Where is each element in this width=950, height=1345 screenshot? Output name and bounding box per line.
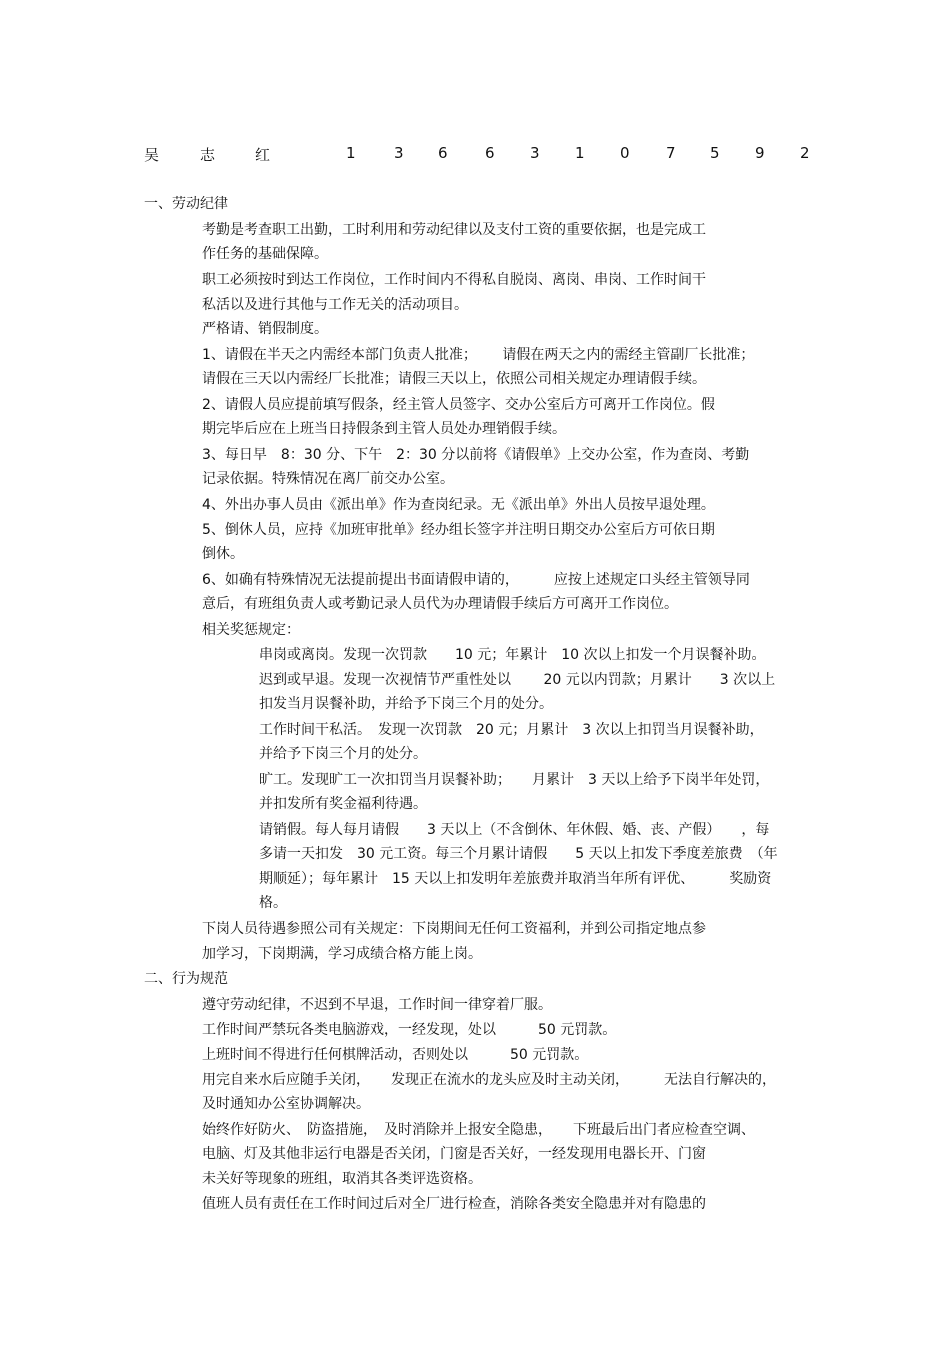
paragraph-line: 电脑、灯及其他非运行电器是否关闭，门窗是否关好，一经发现用电器长开、门窗 bbox=[202, 1146, 706, 1162]
phone-digit: 1 bbox=[346, 144, 356, 162]
name-char: 红 bbox=[255, 146, 271, 164]
phone-digit: 0 bbox=[620, 144, 630, 162]
phone-digit: 6 bbox=[438, 144, 448, 162]
header-name-phone bbox=[144, 144, 824, 166]
paragraph-line: 作任务的基础保障。 bbox=[202, 246, 328, 262]
paragraph-line: 相关奖惩规定： bbox=[202, 622, 300, 638]
paragraph-line: 扣发当月误餐补助，并给予下岗三个月的处分。 bbox=[259, 696, 553, 712]
paragraph-line: 加学习，下岗期满，学习成绩合格方能上岗。 bbox=[202, 946, 482, 962]
paragraph-line: 并扣发所有奖金福利待遇。 bbox=[259, 796, 427, 812]
section-heading: 一、劳动纪律 bbox=[144, 196, 228, 212]
paragraph-line: 及时通知办公室协调解决。 bbox=[202, 1096, 370, 1112]
section-heading: 二、行为规范 bbox=[144, 971, 228, 987]
paragraph-line: 职工必须按时到达工作岗位，工作时间内不得私自脱岗、离岗、串岗、工作时间干 bbox=[202, 272, 706, 288]
paragraph-line: 严格请、销假制度。 bbox=[202, 321, 328, 337]
paragraph-line: 5、倒休人员，应持《加班审批单》经办组长签字并注明日期交办公室后方可依日期 bbox=[202, 522, 715, 538]
phone-digit: 2 bbox=[800, 144, 810, 162]
paragraph-line: 4、外出办事人员由《派出单》作为查岗纪录。无《派出单》外出人员按早退处理。 bbox=[202, 497, 715, 513]
paragraph-line: 迟到或早退。发现一次视情节严重性处以 20 元以内罚款；月累计 3 次以上 bbox=[259, 672, 776, 688]
phone-digit: 9 bbox=[755, 144, 765, 162]
paragraph-line: 串岗或离岗。发现一次罚款 10 元；年累计 10 次以上扣发一个月误餐补助。 bbox=[259, 647, 766, 663]
paragraph-line: 值班人员有责任在工作时间过后对全厂进行检查，消除各类安全隐患并对有隐患的 bbox=[202, 1196, 706, 1212]
paragraph-line: 上班时间不得进行任何棋牌活动，否则处以 50 元罚款。 bbox=[202, 1047, 589, 1063]
name-char: 吴 bbox=[144, 146, 160, 164]
paragraph-line: 期完毕后应在上班当日持假条到主管人员处办理销假手续。 bbox=[202, 421, 566, 437]
paragraph-line: 倒休。 bbox=[202, 546, 244, 562]
paragraph-line: 多请一天扣发 30 元工资。每三个月累计请假 5 天以上扣发下季度差旅费 （年 bbox=[259, 846, 778, 862]
paragraph-line: 遵守劳动纪律，不迟到不早退，工作时间一律穿着厂服。 bbox=[202, 997, 552, 1013]
paragraph-line: 未关好等现象的班组，取消其各类评选资格。 bbox=[202, 1171, 482, 1187]
paragraph-line: 用完自来水后应随手关闭， 发现正在流水的龙头应及时主动关闭， 无法自行解决的， bbox=[202, 1072, 776, 1088]
paragraph-line: 私活以及进行其他与工作无关的活动项目。 bbox=[202, 297, 468, 313]
paragraph-line: 格。 bbox=[259, 895, 287, 911]
paragraph-line: 始终作好防火、 防盗措施， 及时消除并上报安全隐患， 下班最后出门者应检查空调、 bbox=[202, 1122, 755, 1138]
name-char: 志 bbox=[200, 146, 216, 164]
paragraph-line: 6、如确有特殊情况无法提前提出书面请假申请的， 应按上述规定口头经主管领导同 bbox=[202, 572, 750, 588]
paragraph-line: 工作时间干私活。 发现一次罚款 20 元；月累计 3 次以上扣罚当月误餐补助， bbox=[259, 722, 764, 738]
paragraph-line: 请销假。每人每月请假 3 天以上（不含倒休、年休假、婚、丧、产假） ，每 bbox=[259, 822, 770, 838]
paragraph-line: 记录依据。特殊情况在离厂前交办公室。 bbox=[202, 471, 454, 487]
paragraph-line: 旷工。发现旷工一次扣罚当月误餐补助； 月累计 3 天以上给予下岗半年处罚， bbox=[259, 772, 770, 788]
phone-digit: 3 bbox=[530, 144, 540, 162]
paragraph-line: 期顺延）；每年累计 15 天以上扣发明年差旅费并取消当年所有评优、 奖励资 bbox=[259, 871, 772, 887]
phone-digit: 7 bbox=[666, 144, 676, 162]
paragraph-line: 3、每日早 8：30 分、下午 2：30 分以前将《请假单》上交办公室，作为查岗、考勤 bbox=[202, 447, 750, 463]
phone-digit: 6 bbox=[485, 144, 495, 162]
paragraph-line: 工作时间严禁玩各类电脑游戏，一经发现，处以 50 元罚款。 bbox=[202, 1022, 617, 1038]
phone-digit: 5 bbox=[710, 144, 720, 162]
paragraph-line: 1、请假在半天之内需经本部门负责人批准； 请假在两天之内的需经主管副厂长批准； bbox=[202, 347, 755, 363]
paragraph-line: 意后，有班组负责人或考勤记录人员代为办理请假手续后方可离开工作岗位。 bbox=[202, 596, 678, 612]
paragraph-line: 请假在三天以内需经厂长批准；请假三天以上，依照公司相关规定办理请假手续。 bbox=[202, 371, 706, 387]
paragraph-line: 2、请假人员应提前填写假条，经主管人员签字、交办公室后方可离开工作岗位。假 bbox=[202, 397, 715, 413]
phone-digit: 1 bbox=[575, 144, 585, 162]
paragraph-line: 下岗人员待遇参照公司有关规定：下岗期间无任何工资福利，并到公司指定地点参 bbox=[202, 921, 706, 937]
paragraph-line: 并给予下岗三个月的处分。 bbox=[259, 746, 427, 762]
phone-digit: 3 bbox=[394, 144, 404, 162]
paragraph-line: 考勤是考查职工出勤，工时利用和劳动纪律以及支付工资的重要依据，也是完成工 bbox=[202, 222, 706, 238]
